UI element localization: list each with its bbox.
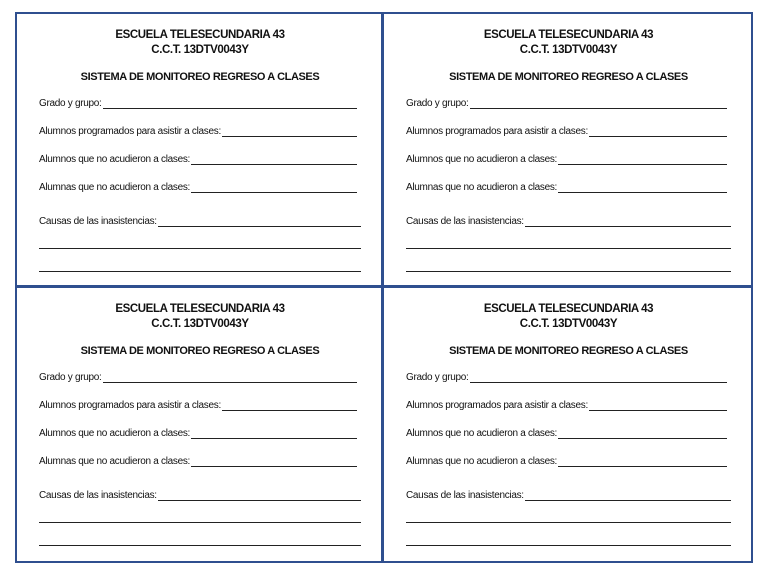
fill-line[interactable]: [558, 456, 727, 467]
fill-line[interactable]: [158, 216, 361, 227]
form-title: SISTEMA DE MONITOREO REGRESO A CLASES: [449, 71, 688, 83]
school-cct: C.C.T. 13DTV0043Y: [519, 317, 618, 330]
scheduled-students-field[interactable]: [39, 125, 357, 137]
fill-line[interactable]: [589, 126, 727, 137]
field-label: Alumnos programados para asistir a clases:: [406, 399, 588, 411]
school-name: ESCUELA TELESECUNDARIA 43: [115, 302, 285, 315]
field-label: Grado y grupo:: [406, 98, 469, 109]
absent-girls-field[interactable]: [39, 181, 357, 193]
field-label: Alumnas que no acudieron a clases:: [406, 455, 558, 467]
field-label: Alumnos programados para asistir a clases:: [406, 126, 588, 137]
field-label: Alumnos que no acudieron a clases:: [39, 154, 191, 165]
field-label: Causas de las inasistencias:: [406, 489, 524, 501]
field-label: Causas de las inasistencias:: [39, 216, 157, 227]
fill-line[interactable]: [191, 154, 357, 165]
form-title: SISTEMA DE MONITOREO REGRESO A CLASES: [80, 71, 320, 83]
grade-group-field[interactable]: [406, 97, 727, 109]
blank-fill-line[interactable]: [406, 238, 731, 249]
monitoring-form-card: [384, 288, 751, 562]
fill-line[interactable]: [558, 182, 727, 193]
fill-line[interactable]: [191, 428, 357, 439]
fill-line[interactable]: [103, 372, 357, 383]
scheduled-students-field[interactable]: [39, 399, 357, 411]
field-label: Grado y grupo:: [39, 371, 102, 383]
absent-girls-field[interactable]: [39, 455, 357, 467]
absence-causes-field[interactable]: [406, 215, 731, 227]
form-header: [406, 28, 731, 58]
blank-fill-line[interactable]: [406, 261, 731, 272]
field-label: Grado y grupo:: [39, 98, 102, 109]
fill-line[interactable]: [191, 182, 357, 193]
scheduled-students-field[interactable]: [406, 125, 727, 137]
fill-line[interactable]: [470, 98, 727, 109]
blank-fill-line[interactable]: [39, 238, 361, 249]
absent-boys-field[interactable]: [39, 153, 357, 165]
field-label: Alumnos que no acudieron a clases:: [406, 427, 558, 439]
form-header: [39, 302, 361, 332]
blank-fill-line[interactable]: [406, 512, 731, 523]
school-name: ESCUELA TELESECUNDARIA 43: [483, 302, 654, 315]
field-label: Causas de las inasistencias:: [39, 489, 157, 501]
absent-boys-field[interactable]: [406, 153, 727, 165]
field-label: Alumnos que no acudieron a clases:: [39, 427, 191, 439]
monitoring-form-card: [17, 14, 384, 288]
school-name: ESCUELA TELESECUNDARIA 43: [483, 29, 654, 41]
monitoring-form-card: [17, 288, 384, 562]
grade-group-field[interactable]: [39, 371, 357, 383]
absent-girls-field[interactable]: [406, 455, 727, 467]
school-cct: C.C.T. 13DTV0043Y: [151, 44, 249, 56]
absence-causes-field[interactable]: [39, 489, 361, 501]
monitoring-form-card: [384, 14, 751, 288]
form-title: SISTEMA DE MONITOREO REGRESO A CLASES: [449, 344, 688, 357]
blank-fill-line[interactable]: [39, 512, 361, 523]
fill-line[interactable]: [222, 126, 357, 137]
form-header: [39, 28, 361, 58]
scheduled-students-field[interactable]: [406, 399, 727, 411]
form-header: [406, 302, 731, 332]
school-cct: C.C.T. 13DTV0043Y: [519, 44, 618, 56]
absence-causes-field[interactable]: [406, 489, 731, 501]
field-label: Alumnos programados para asistir a clases:: [39, 399, 221, 411]
fill-line[interactable]: [558, 428, 727, 439]
form-title: SISTEMA DE MONITOREO REGRESO A CLASES: [80, 344, 320, 357]
field-label: Alumnas que no acudieron a clases:: [39, 455, 191, 467]
fill-line[interactable]: [525, 216, 731, 227]
absence-causes-field[interactable]: [39, 215, 361, 227]
fill-line[interactable]: [470, 372, 727, 383]
absent-boys-field[interactable]: [406, 427, 727, 439]
field-label: Alumnos programados para asistir a clases:: [39, 126, 221, 137]
absent-girls-field[interactable]: [406, 181, 727, 193]
fill-line[interactable]: [222, 400, 357, 411]
fill-line[interactable]: [158, 490, 361, 501]
fill-line[interactable]: [558, 154, 727, 165]
form-sheet: [15, 12, 753, 563]
field-label: Alumnos que no acudieron a clases:: [406, 154, 558, 165]
school-name: ESCUELA TELESECUNDARIA 43: [115, 29, 285, 41]
grade-group-field[interactable]: [406, 371, 727, 383]
fill-line[interactable]: [589, 400, 727, 411]
blank-fill-line[interactable]: [39, 535, 361, 546]
fill-line[interactable]: [103, 98, 357, 109]
field-label: Grado y grupo:: [406, 371, 469, 383]
blank-fill-line[interactable]: [39, 261, 361, 272]
field-label: Alumnas que no acudieron a clases:: [406, 182, 558, 193]
grade-group-field[interactable]: [39, 97, 357, 109]
field-label: Alumnas que no acudieron a clases:: [39, 182, 191, 193]
absent-boys-field[interactable]: [39, 427, 357, 439]
fill-line[interactable]: [525, 490, 731, 501]
blank-fill-line[interactable]: [406, 535, 731, 546]
school-cct: C.C.T. 13DTV0043Y: [151, 317, 249, 330]
field-label: Causas de las inasistencias:: [406, 216, 524, 227]
fill-line[interactable]: [191, 456, 357, 467]
